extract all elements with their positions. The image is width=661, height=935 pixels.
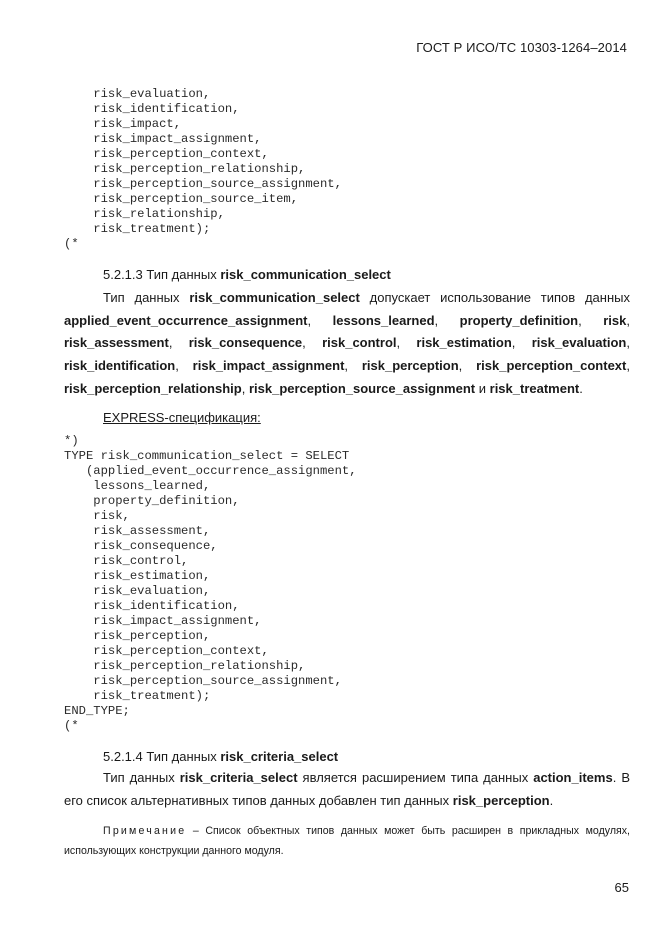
type-item: risk_perception_source_assignment <box>248 380 476 396</box>
heading-prefix: Тип данных <box>146 267 217 282</box>
type-item: property_definition <box>459 312 579 328</box>
type-name: risk_criteria_select <box>179 770 298 785</box>
type-item: risk_treatment <box>489 380 580 396</box>
type-item: risk_assessment <box>64 335 169 351</box>
type-item: risk_perception_relationship <box>64 380 242 396</box>
type-item: risk_identification <box>64 358 176 374</box>
heading-prefix: Тип данных <box>146 749 217 764</box>
type-item: risk_control <box>322 335 397 351</box>
express-code-block-2: *) TYPE risk_communication_select = SELECT (applied_event_occurrence_assignment, lessons_learned, property_definition, risk, risk_assessment, risk_consequence, risk_control, risk_estimation, risk_evaluation, risk_identification, risk_impact_assignment, risk_perception, risk_perception_context, risk_perception_relationship, risk_perception_source_assignment, risk_treatment); END_TYPE; (* <box>64 434 357 733</box>
type-item: applied_event_occurrence_assignment <box>64 312 308 328</box>
page-number: 65 <box>614 880 629 895</box>
express-specification-label: EXPRESS-спецификация: <box>103 410 261 425</box>
para-line2: . В его список альтернативных типов данных добавлен тип данных <box>64 770 630 808</box>
section-heading-5-2-1-4 <box>103 749 338 764</box>
section-heading-5-2-1-3 <box>103 267 391 282</box>
section-paragraph-5-2-1-3: Тип данных risk_communication_select допускает использование типов данных applied_event_occurrence_assignment, lessons_learned, property_definition, risk, risk_assessment, risk_consequence, risk_control, risk_estimation, risk_evaluation, risk_identification, risk_impact_assignment, risk_perception, risk_perception_context, risk_perception_relationship, risk_perception_source_assignment и risk_treatment. <box>64 290 630 396</box>
para-prefix: Тип данных <box>103 770 175 785</box>
note <box>64 822 630 861</box>
type-item: risk_consequence <box>188 335 303 351</box>
para-text: допускает использование типов данных <box>369 290 630 305</box>
extended-type: action_items <box>533 770 613 785</box>
note-text: – Список объектных типов данных может быть расширен в прикладных модулях, использующих конструкции данного модуля. <box>64 825 630 857</box>
section-number: 5.2.1.4 <box>103 749 143 764</box>
type-item: risk <box>603 312 627 328</box>
conjunction: и <box>478 380 487 396</box>
type-name: risk_communication_select <box>220 267 391 282</box>
type-item: risk_perception_context <box>476 358 627 374</box>
express-code-block-1: risk_evaluation, risk_identification, risk_impact, risk_impact_assignment, risk_perception_context, risk_perception_relationship, risk_perception_source_assignment, risk_perception_source_item, risk_relationship, risk_treatment); (* <box>64 87 342 251</box>
type-item: risk_impact_assignment <box>192 358 345 374</box>
type-name: risk_communication_select <box>189 290 360 305</box>
type-item: lessons_learned <box>332 312 435 328</box>
type-item: risk_evaluation <box>531 335 627 351</box>
added-type: risk_perception <box>452 792 550 808</box>
section-paragraph-5-2-1-4: Тип данных risk_criteria_select является расширением типа данных action_items. В его список альтернативных типов данных добавлен тип данных risk_perception. <box>64 770 630 808</box>
type-name: risk_criteria_select <box>220 749 339 764</box>
para-middle: является расширением типа данных <box>302 770 529 785</box>
type-item: risk_perception <box>361 358 459 374</box>
section-number: 5.2.1.3 <box>103 267 143 282</box>
para-prefix: Тип данных <box>103 290 180 305</box>
type-item: risk_estimation <box>416 335 512 351</box>
note-label: Примечание <box>103 825 187 837</box>
document-header: ГОСТ Р ИСО/ТС 10303-1264–2014 <box>416 40 627 55</box>
